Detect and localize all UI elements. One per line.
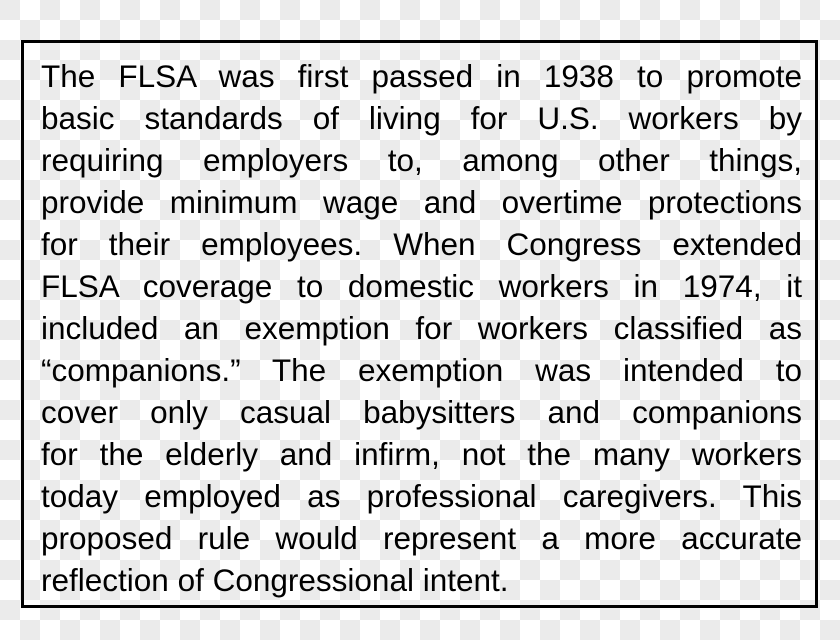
- paragraph-line: basic standards of living for U.S. workers by: [41, 100, 802, 136]
- paragraph-line: proposed rule would represent a more accurate: [41, 520, 802, 556]
- paragraph-line: provide minimum wage and overtime protections: [41, 184, 802, 220]
- paragraph-line: “companions.” The exemption was intended to: [41, 352, 802, 388]
- bordered-text-box: [21, 40, 818, 608]
- paragraph-line: included an exemption for workers classified as: [41, 310, 802, 346]
- body-paragraph: [41, 55, 802, 601]
- paragraph-line: today employed as professional caregivers. This: [41, 478, 802, 514]
- paragraph-line: reflection of Congressional intent.: [41, 562, 509, 598]
- paragraph-line: requiring employers to, among other things,: [41, 142, 802, 178]
- paragraph-line: cover only casual babysitters and companions: [41, 394, 802, 430]
- paragraph-line: for their employees. When Congress extended: [41, 226, 802, 262]
- paragraph-line: The FLSA was first passed in 1938 to promote: [41, 58, 802, 94]
- paragraph-line: FLSA coverage to domestic workers in 1974, it: [41, 268, 802, 304]
- paragraph-line: for the elderly and infirm, not the many workers: [41, 436, 802, 472]
